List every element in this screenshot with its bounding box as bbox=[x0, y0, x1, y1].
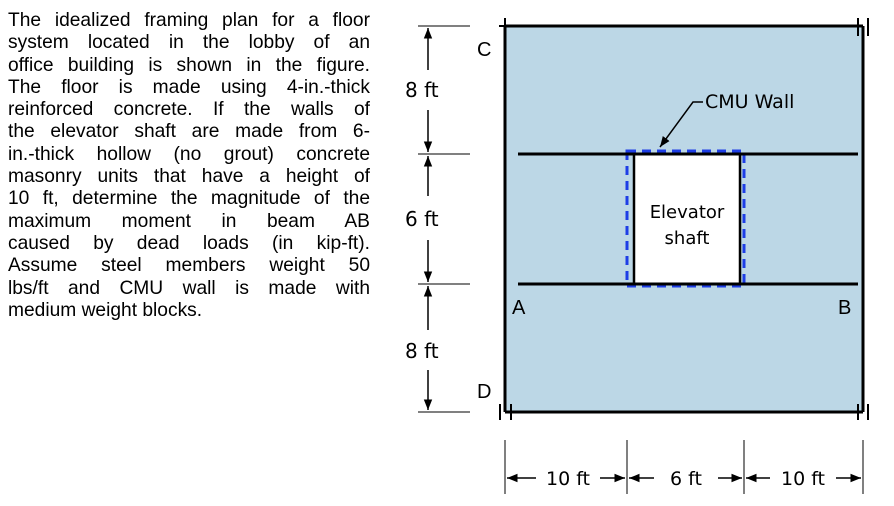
elevator-label: Elevator bbox=[649, 202, 725, 223]
dim-label-8ft-bottom: 8 ft bbox=[405, 339, 439, 363]
dim-label-10ft-right: 10 ft bbox=[780, 468, 826, 490]
label-d: D bbox=[477, 381, 492, 403]
label-a: A bbox=[512, 297, 526, 319]
shaft-label: shaft bbox=[664, 228, 710, 249]
problem-line: in.-thick hollow (no grout) concrete bbox=[8, 143, 370, 165]
dim-label-6ft: 6 ft bbox=[405, 207, 439, 231]
problem-line: The idealized framing plan for a floor bbox=[8, 10, 370, 31]
label-c: C bbox=[477, 39, 492, 61]
dim-label-6ft-h: 6 ft bbox=[670, 468, 702, 490]
problem-line: medium weight blocks. bbox=[8, 299, 203, 321]
cmu-wall-label: CMU Wall bbox=[705, 91, 795, 113]
problem-line: system located in the lobby of an bbox=[8, 32, 370, 54]
dim-label-8ft-top: 8 ft bbox=[405, 78, 439, 102]
problem-line: reinforced concrete. If the walls of bbox=[8, 99, 370, 121]
problem-line: lbs/ft and CMU wall is made with bbox=[8, 277, 370, 299]
problem-line: masonry units that have a height of bbox=[8, 166, 370, 188]
problem-line: office building is shown in the figure. bbox=[8, 54, 370, 76]
problem-line: maximum moment in beam AB bbox=[8, 210, 370, 232]
problem-line: Assume steel members weight 50 bbox=[8, 255, 370, 277]
problem-line: 10 ft, determine the magnitude of the bbox=[8, 188, 370, 210]
problem-line: the elevator shaft are made from 6- bbox=[8, 121, 370, 143]
problem-line: The floor is made using 4-in.-thick bbox=[8, 76, 370, 98]
problem-line: caused by dead loads (in kip-ft). bbox=[8, 232, 370, 254]
label-b: B bbox=[838, 297, 852, 319]
dim-label-10ft-left: 10 ft bbox=[545, 468, 591, 490]
